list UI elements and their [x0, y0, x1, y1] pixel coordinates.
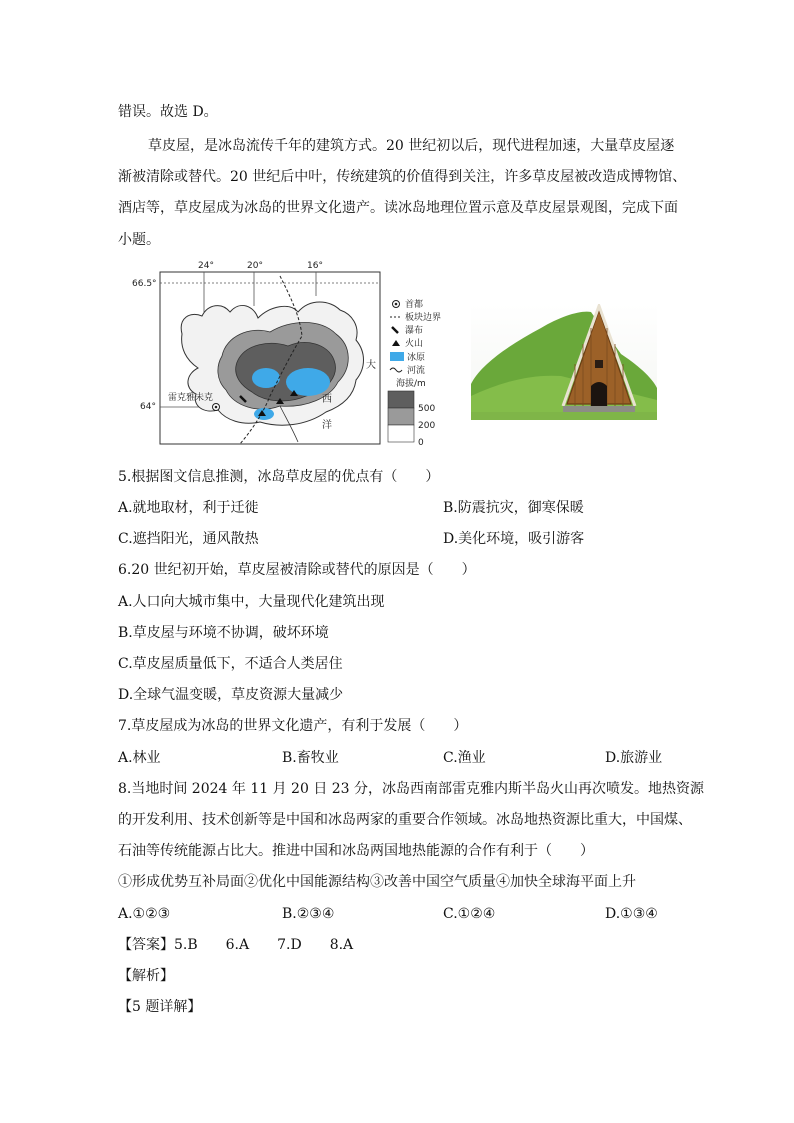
map-legend — [388, 298, 441, 448]
legend-plate-boundary: 板块边界 — [405, 313, 442, 323]
q6-option-b: B.草皮屋与环境不协调，破坏环境 — [118, 625, 329, 641]
q5-option-c: C.遮挡阳光，通风散热 — [118, 531, 259, 547]
legend-elev-200: 200 — [418, 421, 436, 431]
iceland-map — [130, 256, 460, 454]
ocean-label-2: 西 — [322, 394, 332, 405]
q5-detail-label: 【5 题详解】 — [118, 999, 202, 1015]
legend-elev-500: 500 — [418, 404, 436, 414]
window — [595, 360, 603, 368]
q7-option-a: A.林业 — [118, 750, 161, 766]
q8-stem-line-2: 的开发利用、技术创新等是中国和冰岛两家的重要合作领域。冰岛地热资源比重大，中国煤、 — [118, 812, 692, 828]
lon-label-20: 20° — [247, 261, 263, 271]
passage-line-2: 渐被清除或替代。20 世纪后中叶，传统建筑的价值得到关注，许多草皮屋被改造成博物馆、 — [118, 169, 687, 185]
q6-stem: 6.20 世纪初开始，草皮屋被清除或替代的原因是（ ） — [118, 562, 476, 578]
legend-glacier: 冰原 — [407, 353, 426, 363]
q8-stem-line-1: 8.当地时间 2024 年 11 月 20 日 23 分，冰岛西南部雷克雅内斯半岛火山再次喷发。地热资源 — [118, 781, 705, 797]
lat-label-64: 64° — [140, 402, 156, 412]
legend-elevation-title: 海拔/m — [396, 379, 426, 389]
q7-stem: 7.草皮屋成为冰岛的世界文化遗产，有利于发展（ ） — [118, 718, 468, 734]
q6-option-c: C.草皮屋质量低下，不适合人类居住 — [118, 656, 343, 672]
answer-line: 【答案】5.B 6.A 7.D 8.A — [118, 937, 354, 953]
legend-waterfall: 瀑布 — [405, 326, 424, 336]
q8-option-a: A.①②③ — [118, 906, 171, 922]
q8-option-d: D.①③④ — [605, 906, 658, 922]
q6-option-d: D.全球气温变暖，草皮资源大量减少 — [118, 687, 344, 703]
q5-option-d: D.美化环境，吸引游客 — [443, 531, 585, 547]
q5-stem: 5.根据图文信息推测，冰岛草皮屋的优点有（ ） — [118, 469, 440, 485]
legend-volcano: 火山 — [405, 339, 424, 349]
q6-option-a: A.人口向大城市集中，大量现代化建筑出现 — [118, 594, 385, 610]
lon-label-24: 24° — [198, 261, 214, 271]
lon-label-16: 16° — [307, 261, 323, 271]
glacier-vatnajokull — [286, 368, 330, 396]
lat-label-66: 66.5° — [132, 279, 157, 289]
legend-river: 河流 — [407, 366, 426, 376]
q8-option-b: B.②③④ — [282, 906, 335, 922]
q8-statements: ①形成优势互补局面②优化中国能源结构③改善中国空气质量④加快全球海平面上升 — [118, 874, 636, 890]
turf-house-photo — [471, 304, 657, 420]
intro-end-line: 错误。故选 D。 — [118, 104, 218, 120]
q5-option-a: A.就地取材，利于迁徙 — [118, 500, 259, 516]
glacier-langjokull — [252, 368, 280, 388]
legend-elev-0: 0 — [418, 438, 424, 448]
passage-line-1: 草皮屋，是冰岛流传千年的建筑方式。20 世纪初以后，现代进程加速，大量草皮屋逐 — [148, 138, 675, 154]
passage-line-4: 小题。 — [118, 232, 160, 248]
q7-option-d: D.旅游业 — [605, 750, 663, 766]
door — [591, 382, 607, 408]
q7-option-c: C.渔业 — [443, 750, 486, 766]
legend-capital: 首都 — [405, 300, 424, 310]
q7-option-b: B.畜牧业 — [282, 750, 339, 766]
ocean-label-1: 大 — [366, 360, 376, 371]
q5-option-b: B.防震抗灾，御寒保暖 — [443, 500, 584, 516]
ocean-label-3: 洋 — [322, 420, 332, 431]
capital-label: 雷克雅未克 — [168, 393, 214, 403]
passage-line-3: 酒店等，草皮屋成为冰岛的世界文化遗产。读冰岛地理位置示意及草皮屋景观图，完成下面 — [118, 200, 678, 216]
analysis-label: 【解析】 — [118, 968, 174, 984]
q8-stem-line-3: 石油等传统能源占比大。推进中国和冰岛两国地热能源的合作有利于（ ） — [118, 843, 594, 859]
q8-option-c: C.①②④ — [443, 906, 496, 922]
